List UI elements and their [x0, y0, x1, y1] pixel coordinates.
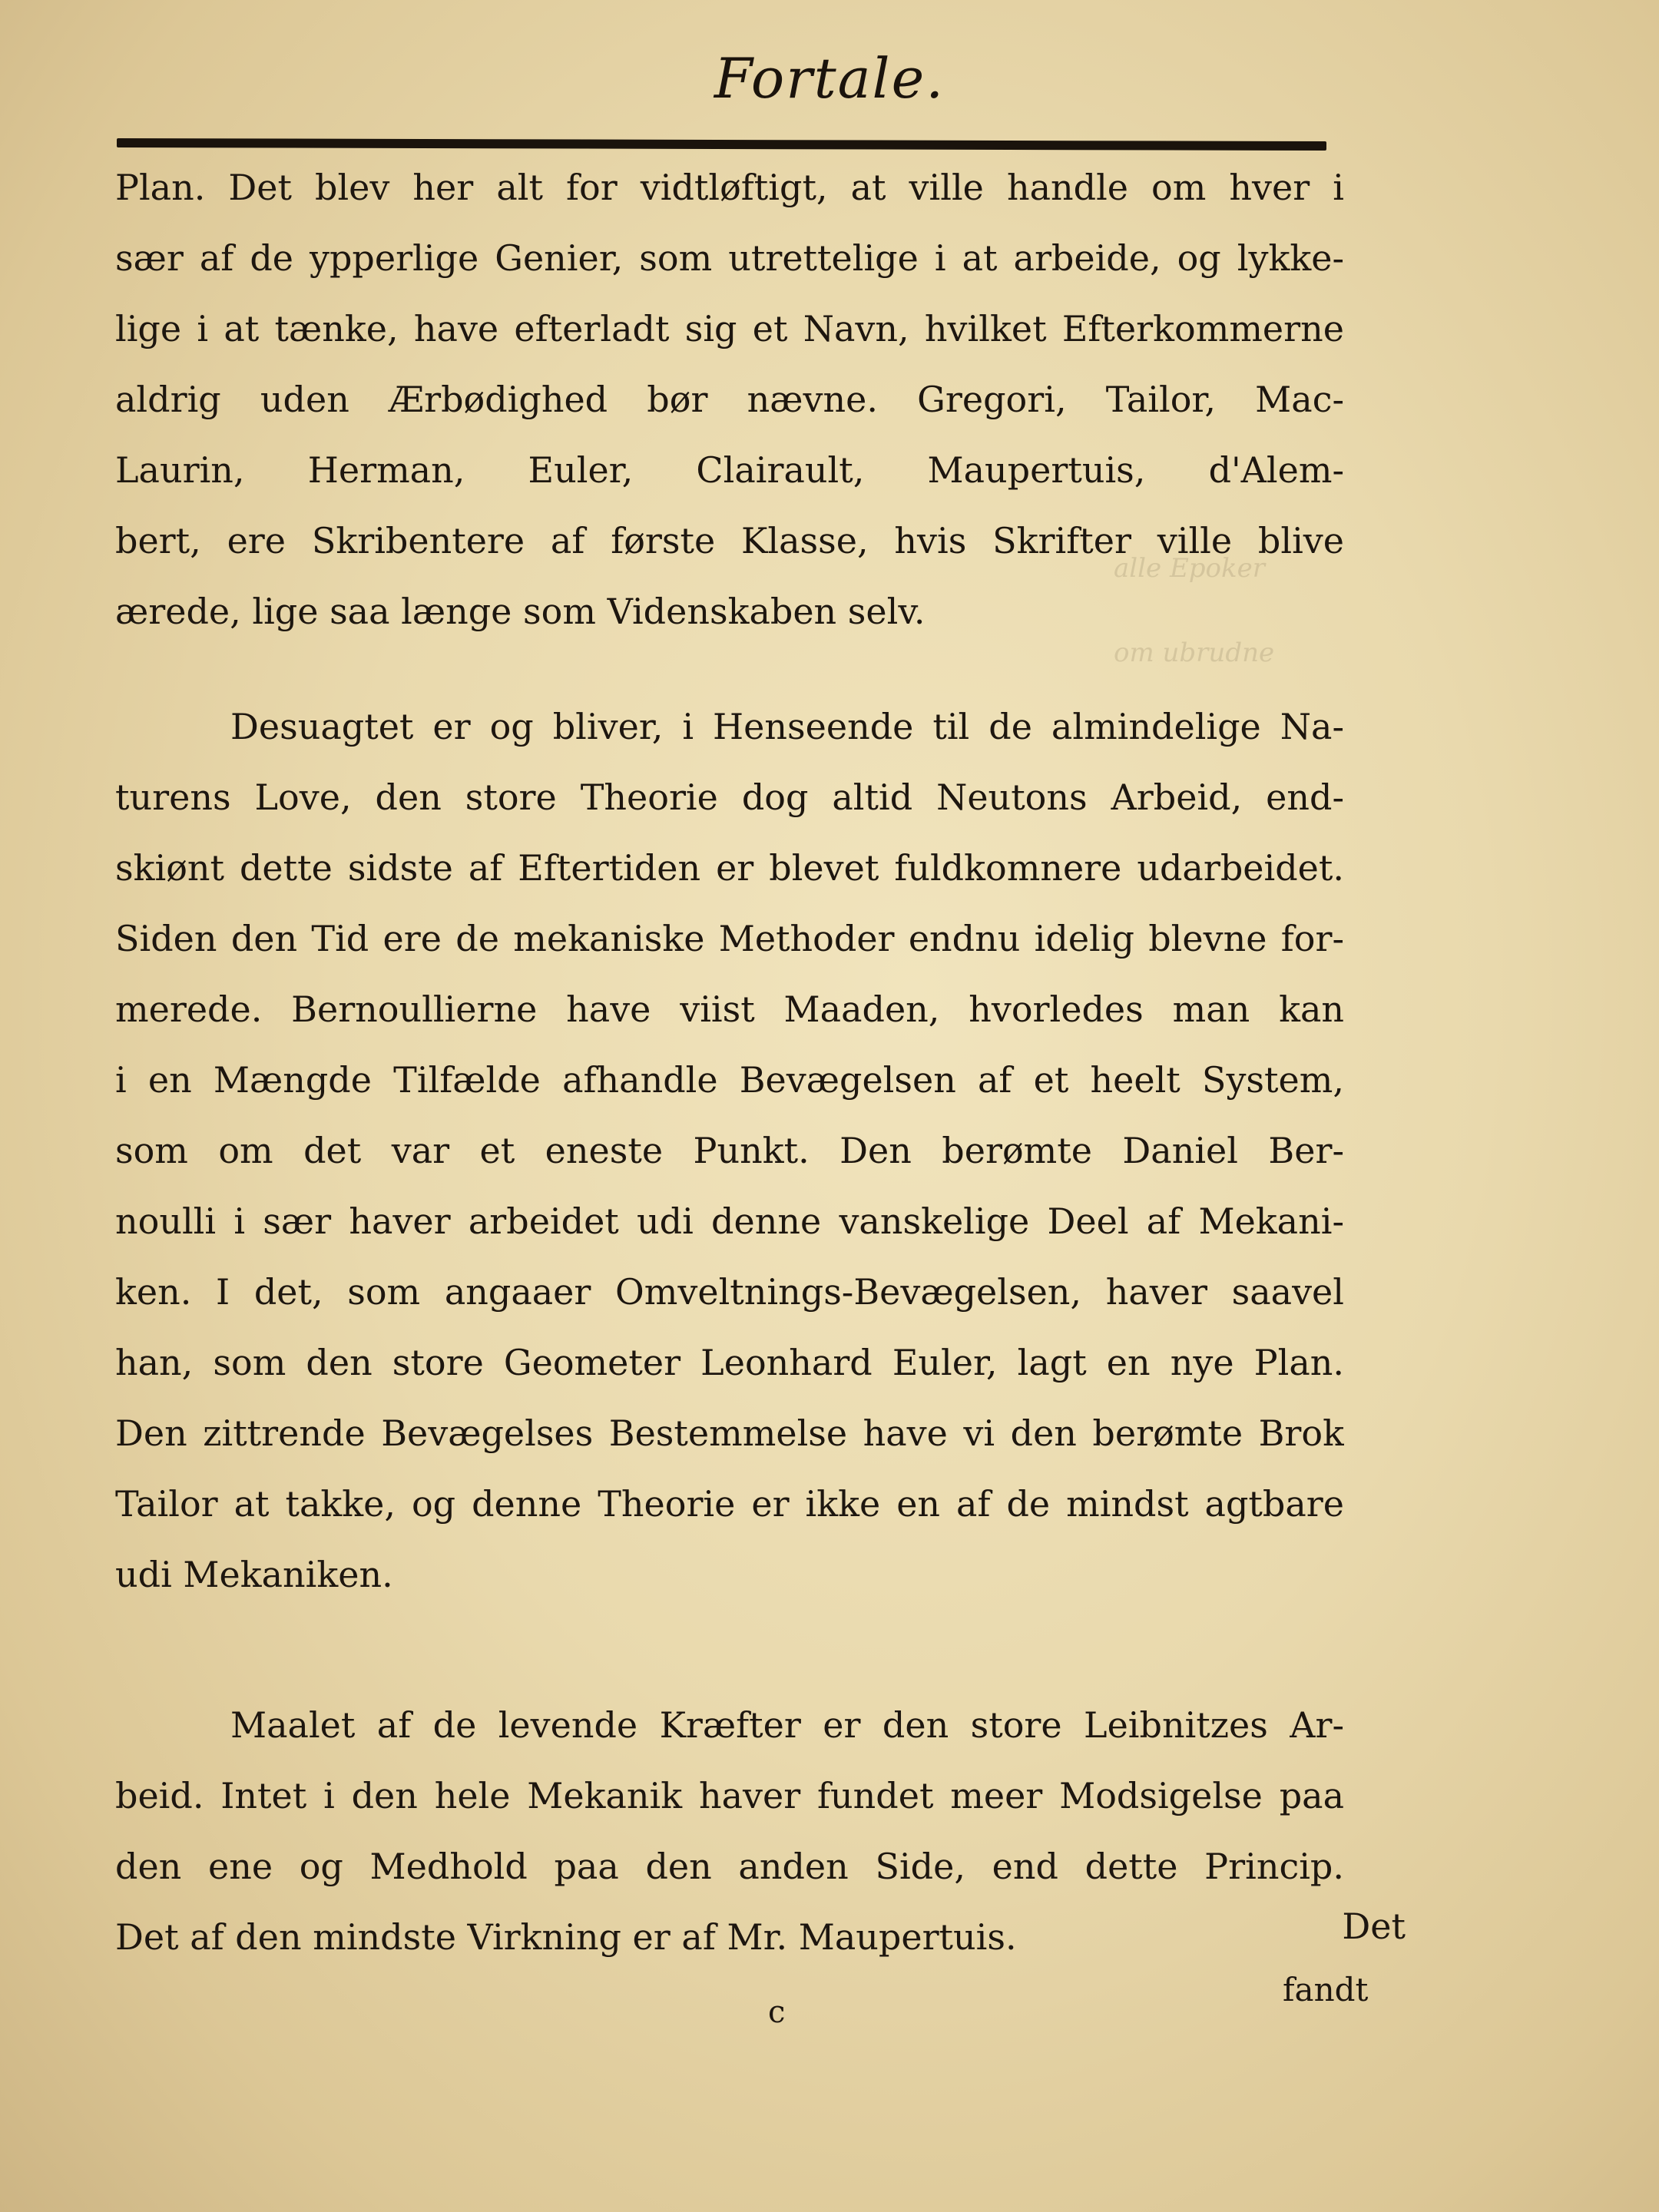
- show-through-text: alle Epoker: [1114, 553, 1265, 584]
- text-line: Laurin, Herman, Euler, Clairault, Maupertuis, d'Alem-: [115, 449, 1344, 491]
- text-line: Det: [1342, 1906, 1406, 1947]
- text-line: sær af de ypperlige Genier, som utrettelige i at arbeide, og lykke-: [115, 237, 1344, 279]
- catchword: fandt: [1283, 1971, 1369, 2008]
- text-line: Plan. Det blev her alt for vidtløftigt, at ville handle om hver i: [115, 167, 1344, 208]
- text-line: Den zittrende Bevægelses Bestemmelse have vi den berømte Brok: [115, 1412, 1344, 1454]
- show-through-text: om ubrudne: [1114, 637, 1275, 668]
- head-rule: [117, 138, 1326, 151]
- text-line: Maalet af de levende Kræfter er den store Leibnitzes Ar-: [230, 1704, 1344, 1746]
- text-line: som om det var et eneste Punkt. Den berømte Daniel Ber-: [115, 1130, 1344, 1171]
- text-line: Desuagtet er og bliver, i Henseende til de almindelige Na-: [230, 706, 1344, 747]
- text-line: noulli i sær haver arbeidet udi denne vanskelige Deel af Mekani-: [115, 1200, 1344, 1242]
- text-line: aldrig uden Ærbødighed bør nævne. Gregori, Tailor, Mac-: [115, 379, 1344, 420]
- running-head: Fortale.: [714, 46, 945, 111]
- text-line: han, som den store Geometer Leonhard Euler, lagt en nye Plan.: [115, 1342, 1344, 1383]
- text-line: beid. Intet i den hele Mekanik haver fundet meer Modsigelse paa: [115, 1775, 1344, 1816]
- text-line: turens Love, den store Theorie dog altid Neutons Arbeid, end-: [115, 777, 1344, 818]
- signature-mark: c: [768, 1995, 786, 2030]
- text-line: merede. Bernoullierne have viist Maaden, hvorledes man kan: [115, 988, 1344, 1030]
- text-line: ken. I det, som angaaer Omveltnings-Bevægelsen, haver saavel: [115, 1271, 1344, 1313]
- text-line: bert, ere Skribentere af første Klasse, hvis Skrifter ville blive: [115, 520, 1344, 561]
- text-line: ærede, lige saa længe som Videnskaben selv.: [115, 591, 926, 632]
- text-line: skiønt dette sidste af Eftertiden er blevet fuldkomnere udarbeidet.: [115, 847, 1344, 889]
- text-line: Siden den Tid ere de mekaniske Methoder endnu idelig blevne for-: [115, 918, 1344, 959]
- text-line: i en Mængde Tilfælde afhandle Bevægelsen af et heelt System,: [115, 1059, 1344, 1101]
- text-line: Det af den mindste Virkning er af Mr. Maupertuis.: [115, 1916, 1017, 1958]
- text-line: udi Mekaniken.: [115, 1554, 393, 1595]
- text-line: Tailor at takke, og denne Theorie er ikke en af de mindst agtbare: [115, 1483, 1344, 1525]
- text-line: lige i at tænke, have efterladt sig et Navn, hvilket Efterkommerne: [115, 308, 1344, 349]
- text-line: den ene og Medhold paa den anden Side, end dette Princip.: [115, 1846, 1344, 1887]
